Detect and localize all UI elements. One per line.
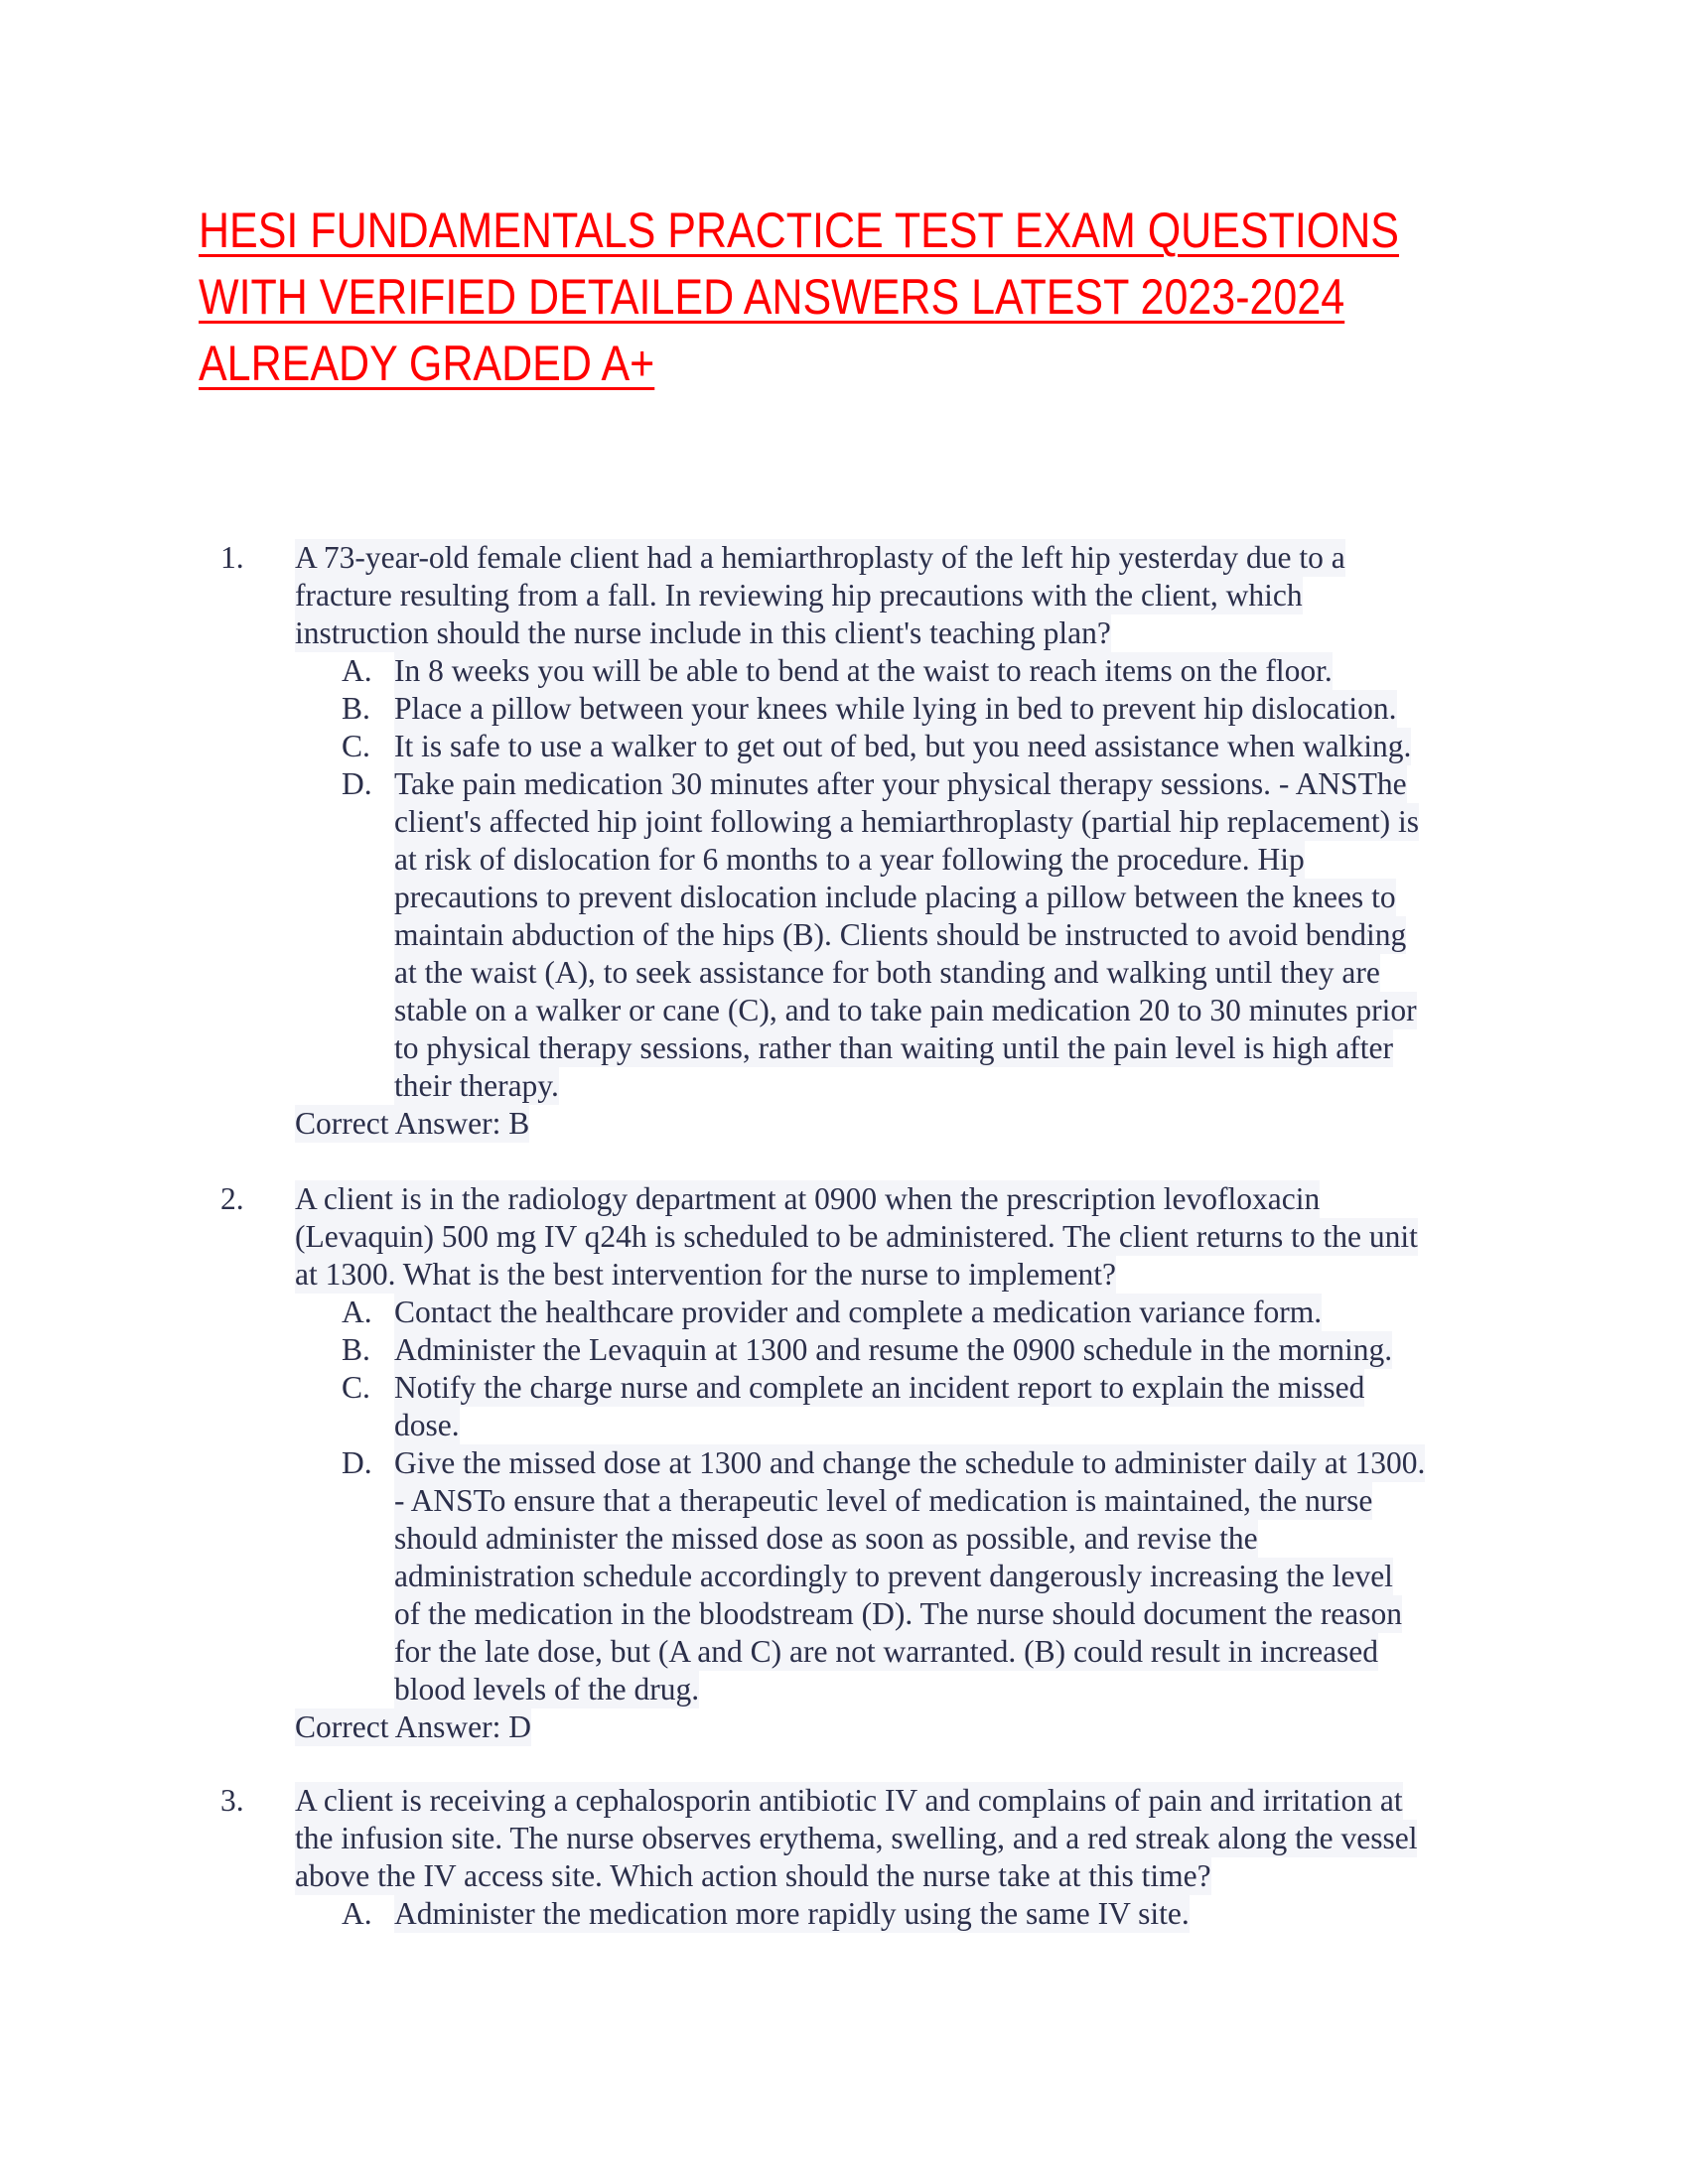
- option-a-text: In 8 weeks you will be able to bend at the waist to reach items on the floor.: [394, 653, 1333, 688]
- answer-explanation-line: client's affected hip joint following a hemiarthroplasty (partial hip replacement) is: [394, 804, 1420, 839]
- question-stem-line: at 1300. What is the best intervention for the nurse to implement?: [295, 1257, 1116, 1292]
- answer-explanation-line: at risk of dislocation for 6 months to a year following the procedure. Hip: [394, 842, 1305, 877]
- option-b-text: Place a pillow between your knees while lying in bed to prevent hip dislocation.: [394, 691, 1397, 726]
- title-line-1: HESI FUNDAMENTALS PRACTICE TEST EXAM QUESTIONS: [199, 203, 1399, 258]
- option-letter: A.: [342, 653, 372, 688]
- question-stem-line: the infusion site. The nurse observes erythema, swelling, and a red streak along the vessel: [295, 1821, 1418, 1855]
- answer-explanation-line: should administer the missed dose as soon as possible, and revise the: [394, 1521, 1258, 1556]
- question-stem-line: (Levaquin) 500 mg IV q24h is scheduled to be administered. The client returns to the unit: [295, 1219, 1418, 1254]
- correct-answer: Correct Answer: B: [295, 1106, 530, 1141]
- option-c-text: dose.: [394, 1408, 460, 1442]
- option-b-text: Administer the Levaquin at 1300 and resume the 0900 schedule in the morning.: [394, 1332, 1393, 1367]
- question-stem-line: instruction should the nurse include in this client's teaching plan?: [295, 615, 1111, 650]
- question-stem-line: A 73-year-old female client had a hemiarthroplasty of the left hip yesterday due to a: [295, 540, 1345, 575]
- answer-explanation-line: to physical therapy sessions, rather than waiting until the pain level is high after: [394, 1030, 1394, 1065]
- answer-explanation-line: of the medication in the bloodstream (D). The nurse should document the reason: [394, 1596, 1403, 1631]
- option-letter: D.: [342, 1445, 372, 1480]
- answer-explanation-line: stable on a walker or cane (C), and to take pain medication 20 to 30 minutes prior: [394, 993, 1417, 1027]
- option-d-text: Give the missed dose at 1300 and change the schedule to administer daily at 1300.: [394, 1445, 1426, 1480]
- option-c-text: Notify the charge nurse and complete an incident report to explain the missed: [394, 1370, 1365, 1405]
- answer-explanation-line: blood levels of the drug.: [394, 1672, 700, 1706]
- question-stem-line: above the IV access site. Which action should the nurse take at this time?: [295, 1858, 1211, 1893]
- answer-explanation-line: precautions to prevent dislocation include placing a pillow between the knees to: [394, 880, 1396, 914]
- answer-explanation-line: at the waist (A), to seek assistance for both standing and walking until they are: [394, 955, 1380, 990]
- option-letter: B.: [342, 691, 370, 726]
- option-c-text: It is safe to use a walker to get out of bed, but you need assistance when walking.: [394, 729, 1412, 763]
- answer-explanation-line: their therapy.: [394, 1068, 559, 1103]
- answer-explanation-line: - ANSTo ensure that a therapeutic level of medication is maintained, the nurse: [394, 1483, 1373, 1518]
- question-number: 3.: [220, 1783, 244, 1818]
- title-line-2: WITH VERIFIED DETAILED ANSWERS LATEST 2023-2024: [199, 269, 1345, 325]
- question-number: 1.: [220, 540, 244, 575]
- question-stem-line: A client is receiving a cephalosporin antibiotic IV and complains of pain and irritation at: [295, 1783, 1403, 1818]
- option-letter: A.: [342, 1295, 372, 1329]
- answer-explanation-line: administration schedule accordingly to prevent dangerously increasing the level: [394, 1559, 1393, 1593]
- option-a-text: Contact the healthcare provider and complete a medication variance form.: [394, 1295, 1323, 1329]
- option-letter: D.: [342, 766, 372, 801]
- question-stem-line: A client is in the radiology department at 0900 when the prescription levofloxacin: [295, 1181, 1321, 1216]
- option-a-text: Administer the medication more rapidly using the same IV site.: [394, 1896, 1190, 1931]
- option-letter: C.: [342, 729, 370, 763]
- option-letter: C.: [342, 1370, 370, 1405]
- answer-explanation-line: for the late dose, but (A and C) are not warranted. (B) could result in increased: [394, 1634, 1379, 1669]
- correct-answer: Correct Answer: D: [295, 1709, 531, 1744]
- option-letter: A.: [342, 1896, 372, 1931]
- question-number: 2.: [220, 1181, 244, 1216]
- answer-explanation-line: maintain abduction of the hips (B). Clients should be instructed to avoid bending: [394, 917, 1407, 952]
- option-d-text: Take pain medication 30 minutes after your physical therapy sessions. - ANSThe: [394, 766, 1407, 801]
- question-stem-line: fracture resulting from a fall. In reviewing hip precautions with the client, which: [295, 578, 1303, 613]
- title-line-3: ALREADY GRADED A+: [199, 336, 655, 391]
- option-letter: B.: [342, 1332, 370, 1367]
